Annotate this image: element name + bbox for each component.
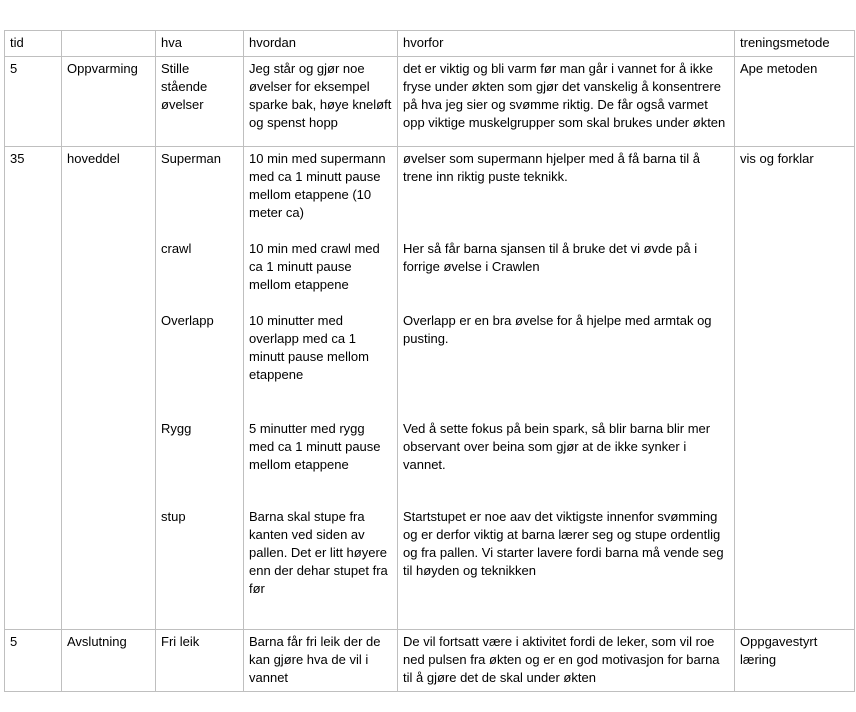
cell-hvordan-list (244, 147, 398, 630)
cell-hvordan: Jeg står og gjør noe øvelser for eksempel sparke bak, høye kneløft og spenst hopp (244, 57, 398, 147)
table-row-hoveddel (5, 147, 855, 630)
cell-hvordan: Barna får fri leik der de kan gjøre hva de vil i vannet (244, 630, 398, 692)
item-hvorfor-overlapp: Overlapp er en bra øvelse for å hjelpe med armtak og pusting. (403, 313, 712, 346)
item-hvorfor-stup: Startstupet er noe aav det viktigste innenfor svømming og er derfor viktig at barna lærer seg og stupe ordentlig og fra pallen. Vi starter lavere fordi barna må vende seg til høyden og teknikken (403, 509, 724, 578)
cell-hvorfor: det er viktig og bli varm før man går i vannet for å ikke fryse under økten som gjør det vanskelig å konsentrere på hva jeg sier og svømme riktig. De får også varmet opp viktige muskelgrupper som skal brukes under økten (398, 57, 735, 147)
item-hvordan-crawl: 10 min med crawl med ca 1 minutt pause mellom etappene (249, 241, 380, 292)
cell-hvorfor: De vil fortsatt være i aktivitet fordi de leker, som vil roe ned pulsen fra økten og er en god motivasjon for barna til å gjøre det de skal under økten (398, 630, 735, 692)
cell-tid: 35 (5, 147, 62, 630)
cell-hva-list (156, 147, 244, 630)
item-hvordan-rygg: 5 minutter med rygg med ca 1 minutt pause mellom etappene (249, 421, 381, 472)
cell-metode: vis og forklar (735, 147, 855, 630)
item-hva-stup: stup (161, 509, 186, 524)
header-tid: tid (5, 31, 62, 57)
item-hvorfor-superman: øvelser som supermann hjelper med å få barna til å trene inn riktig puste teknikk. (403, 151, 700, 184)
cell-del: hoveddel (62, 147, 156, 630)
cell-hva: Stille stående øvelser (156, 57, 244, 147)
cell-del: Oppvarming (62, 57, 156, 147)
header-hvorfor: hvorfor (398, 31, 735, 57)
item-hva-superman: Superman (161, 151, 221, 166)
cell-metode: Oppgavestyrt læring (735, 630, 855, 692)
item-hva-crawl: crawl (161, 241, 192, 256)
cell-del: Avslutning (62, 630, 156, 692)
cell-hvorfor-list (398, 147, 735, 630)
item-hvordan-superman: 10 min med supermann med ca 1 minutt pause mellom etappene (10 meter ca) (249, 151, 386, 220)
item-hvordan-stup: Barna skal stupe fra kanten ved siden av pallen. Det er litt høyere enn der dehar stupet fra før (249, 509, 388, 596)
cell-metode: Ape metoden (735, 57, 855, 147)
cell-hva: Fri leik (156, 630, 244, 692)
item-hva-rygg: Rygg (161, 421, 192, 436)
header-hva: hva (156, 31, 244, 57)
item-hvorfor-crawl: Her så får barna sjansen til å bruke det vi øvde på i forrige øvelse i Crawlen (403, 241, 698, 274)
item-hvorfor-rygg: Ved å sette fokus på bein spark, så blir barna blir mer observant over beina som gjør at de ikke synker i vannet. (403, 421, 711, 472)
header-row (5, 31, 855, 57)
header-treningsmetode: treningsmetode (735, 31, 855, 57)
item-hva-overlapp: Overlapp (161, 313, 214, 328)
cell-tid: 5 (5, 630, 62, 692)
header-del (62, 31, 156, 57)
header-hvordan: hvordan (244, 31, 398, 57)
item-hvordan-overlapp: 10 minutter med overlapp med ca 1 minutt pause mellom etappene (249, 313, 369, 382)
lesson-plan-table (4, 30, 855, 692)
table-row-avslutning (5, 630, 855, 692)
table-row-oppvarming (5, 57, 855, 147)
cell-tid: 5 (5, 57, 62, 147)
